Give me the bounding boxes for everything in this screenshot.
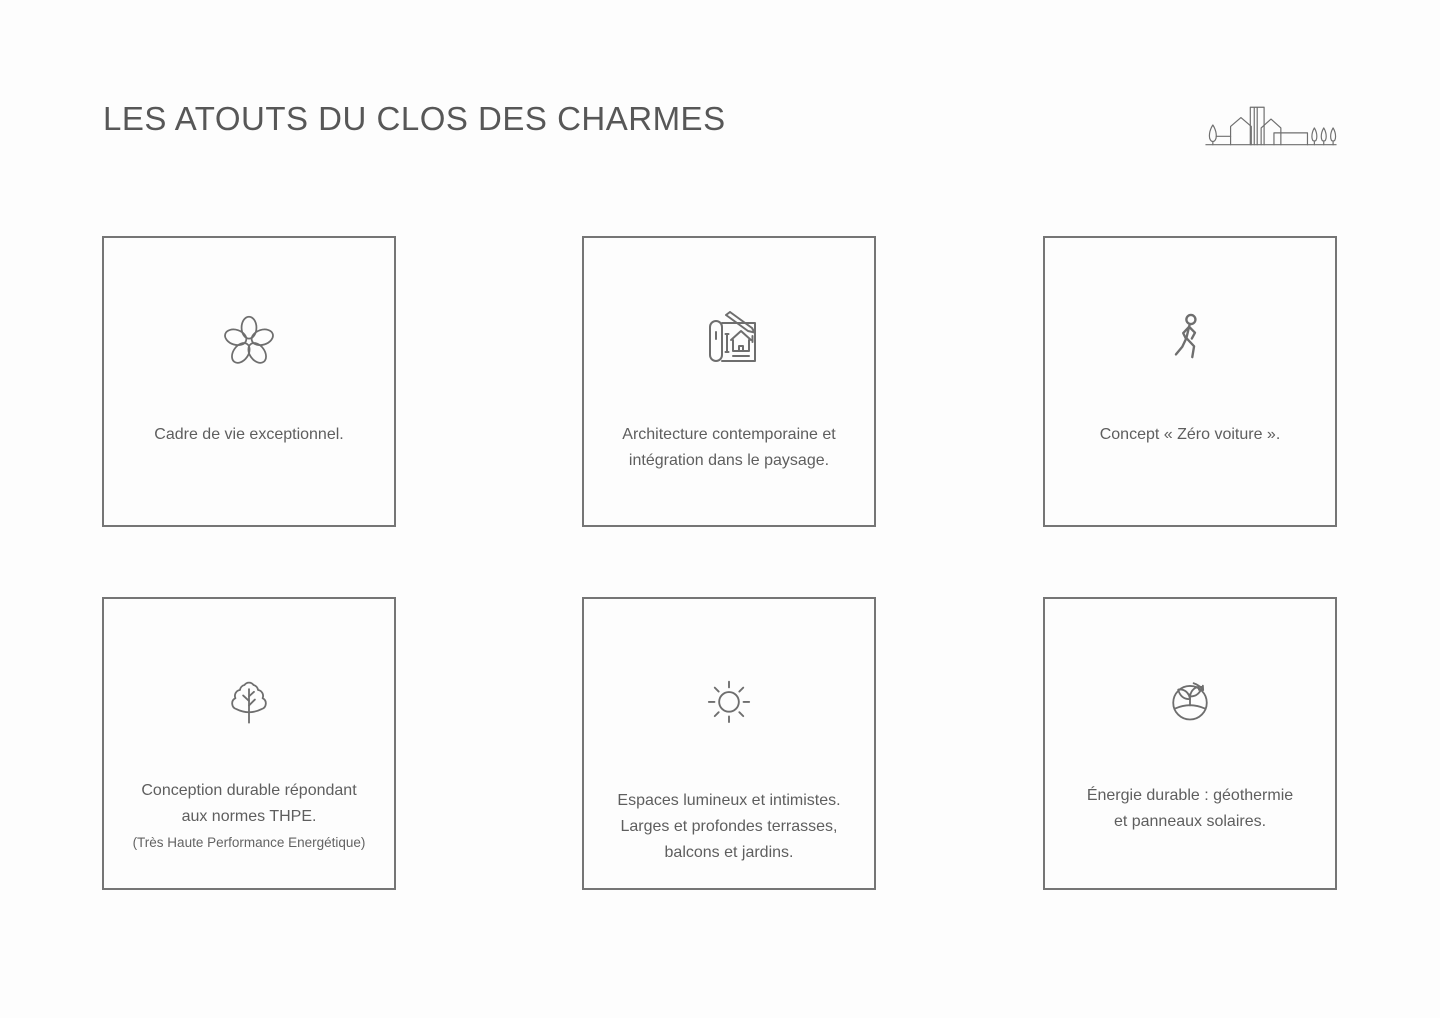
card-text-line: aux normes THPE. — [181, 808, 317, 825]
card-text-line: Conception durable répondant — [141, 782, 357, 799]
card-text-line: Architecture contemporaine et — [622, 426, 836, 443]
feature-card-energy — [1043, 597, 1337, 890]
feature-card-zero-car — [1043, 236, 1337, 527]
flower-icon — [104, 306, 394, 372]
blueprint-icon — [584, 306, 874, 372]
card-text-line: Énergie durable : géothermie — [1086, 787, 1294, 804]
feature-card-architecture — [582, 236, 876, 527]
feature-card-light-spaces — [582, 597, 876, 890]
card-text-line: Concept « Zéro voiture ». — [1099, 426, 1281, 443]
pedestrian-icon — [1045, 306, 1335, 372]
card-note: (Très Haute Performance Energétique) — [132, 835, 366, 850]
card-text-line: Cadre de vie exceptionnel. — [154, 426, 344, 443]
card-text-line: balcons et jardins. — [664, 844, 794, 861]
card-text-line: intégration dans le paysage. — [628, 452, 830, 469]
renewable-energy-icon — [1045, 667, 1335, 733]
card-text-line: Larges et profondes terrasses, — [620, 818, 838, 835]
card-text-line: et panneaux solaires. — [1113, 813, 1267, 830]
card-text-line: Espaces lumineux et intimistes. — [617, 792, 841, 809]
feature-card-living — [102, 236, 396, 527]
sun-icon — [584, 667, 874, 733]
page-title: LES ATOUTS DU CLOS DES CHARMES — [103, 100, 726, 137]
village-skyline-logo-icon — [1202, 99, 1340, 149]
feature-card-thpe — [102, 597, 396, 890]
tree-icon — [104, 667, 394, 733]
